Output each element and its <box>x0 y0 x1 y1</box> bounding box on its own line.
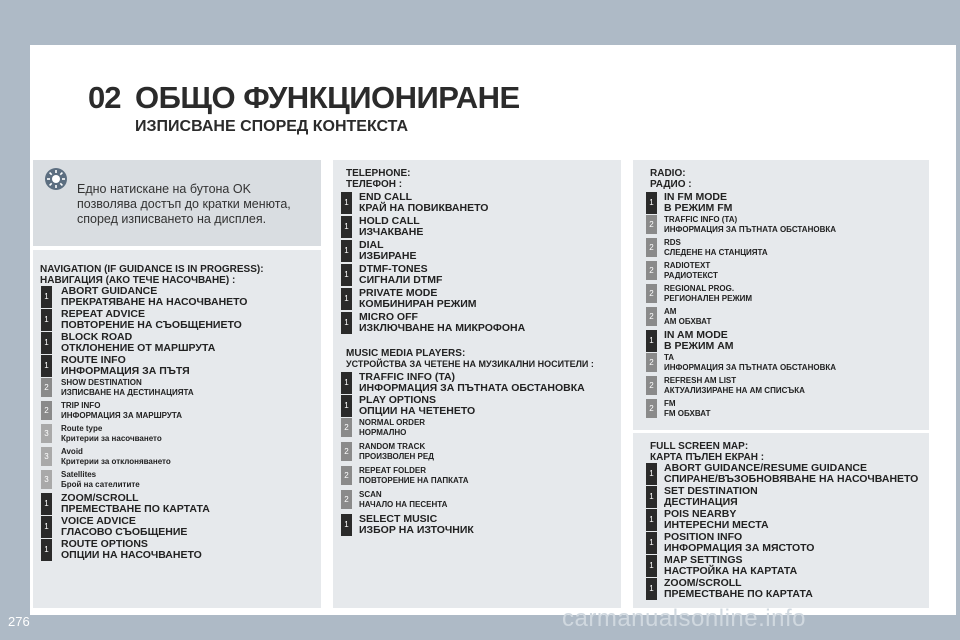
menu-item-label-bg: ДЕСТИНАЦИЯ <box>664 496 738 508</box>
menu-item-label-en: MAP SETTINGS <box>664 554 743 566</box>
music-menu-item <box>341 514 474 536</box>
level-1-badge: 1 <box>341 192 352 214</box>
level-1-badge: 1 <box>341 372 352 394</box>
menu-item-label-bg: РЕГИОНАЛЕН РЕЖИМ <box>664 294 753 303</box>
navigation-menu-item <box>41 447 171 467</box>
menu-item-label-en: RADIOTEXT <box>664 261 711 270</box>
menu-item-label-en: Route type <box>61 424 103 433</box>
level-1-badge: 1 <box>646 555 657 577</box>
menu-item-label-en: SCAN <box>359 490 382 499</box>
menu-item-label-en: TRAFFIC INFO (TA) <box>359 371 456 383</box>
telephone-panel <box>333 160 621 340</box>
level-1-badge: 1 <box>646 486 657 508</box>
telephone-heading-bg: ТЕЛЕФОН : <box>346 179 403 190</box>
menu-item-label-en: SET DESTINATION <box>664 485 758 497</box>
menu-item-label-bg: ПОВТОРЕНИЕ НА СЪОБЩЕНИЕТО <box>61 319 242 331</box>
level-2-badge: 2 <box>646 399 657 418</box>
menu-item-label-en: ZOOM/SCROLL <box>664 577 742 589</box>
telephone-menu-item <box>341 264 442 286</box>
menu-item-label-en: POSITION INFO <box>664 531 743 543</box>
level-2-badge: 2 <box>341 418 352 437</box>
music-menu-item <box>341 442 434 462</box>
fullscreen-heading-en: FULL SCREEN MAP: <box>650 441 749 452</box>
navigation-menu-item <box>41 378 194 398</box>
chapter-title: ОБЩО ФУНКЦИОНИРАНЕ <box>135 80 520 115</box>
radio-panel <box>633 160 929 430</box>
menu-item-label-en: ZOOM/SCROLL <box>61 492 139 504</box>
menu-item-label-bg: ИНФОРМАЦИЯ ЗА ПЪТНАТА ОБСТАНОВКА <box>359 382 585 394</box>
radio-menu-item <box>646 215 836 235</box>
page-number: 276 <box>8 614 30 629</box>
tip-icon <box>45 168 67 190</box>
level-1-badge: 1 <box>646 509 657 531</box>
level-2-badge: 2 <box>41 401 52 420</box>
menu-item-label-bg: СИГНАЛИ DTMF <box>359 274 443 286</box>
menu-item-label-en: PLAY OPTIONS <box>359 394 437 406</box>
menu-item-label-en: REGIONAL PROG. <box>664 284 735 293</box>
navigation-menu-item <box>41 286 247 308</box>
level-1-badge: 1 <box>41 539 52 561</box>
menu-item-label-en: DIAL <box>359 239 384 251</box>
radio-menu-item <box>646 238 768 258</box>
navigation-menu-item <box>41 332 215 354</box>
fullscreen-menu-item <box>646 463 918 485</box>
menu-item-label-bg: НОРМАЛНО <box>359 428 407 437</box>
menu-item-label-en: RDS <box>664 238 681 247</box>
menu-item-label-bg: ИНФОРМАЦИЯ ЗА ПЪТНАТА ОБСТАНОВКА <box>664 225 837 234</box>
navigation-panel <box>33 250 321 608</box>
radio-heading-en: RADIO: <box>650 168 686 179</box>
navigation-menu-item <box>41 470 140 490</box>
level-1-badge: 1 <box>341 514 352 536</box>
menu-item-label-en: SELECT MUSIC <box>359 513 438 525</box>
music-heading-bg: УСТРОЙСТВА ЗА ЧЕТЕНЕ НА МУЗИКАЛНИ НОСИТЕЛИ : <box>346 359 594 369</box>
menu-item-label-bg: ИЗКЛЮЧВАНЕ НА МИКРОФОНА <box>359 322 526 334</box>
level-2-badge: 2 <box>341 490 352 509</box>
menu-item-label-en: TRIP INFO <box>61 401 101 410</box>
level-2-badge: 2 <box>646 353 657 372</box>
menu-item-label-en: ROUTE INFO <box>61 354 126 366</box>
menu-item-label-bg: В РЕЖИМ AM <box>664 340 734 352</box>
level-2-badge: 2 <box>41 378 52 397</box>
level-2-badge: 2 <box>646 215 657 234</box>
menu-item-label-en: Satellites <box>61 470 97 479</box>
navigation-menu-item <box>41 401 182 421</box>
intro-text: Едно натискане на бутона OK позволява достъп до кратки менюта, според изписването на дисплея. <box>77 182 291 226</box>
navigation-menu-item <box>41 424 162 444</box>
level-1-badge: 1 <box>41 332 52 354</box>
menu-item-label-en: RANDOM TRACK <box>359 442 426 451</box>
fullscreen-heading-bg: КАРТА ПЪЛЕН ЕКРАН : <box>650 452 765 463</box>
music-menu-item <box>341 418 425 438</box>
menu-item-label-bg: Критерии за отклоняването <box>61 457 171 466</box>
telephone-menu-item <box>341 312 525 334</box>
level-1-badge: 1 <box>41 516 52 538</box>
radio-menu-item <box>646 330 734 352</box>
menu-item-label-bg: СЛЕДЕНЕ НА СТАНЦИЯТА <box>664 248 768 257</box>
menu-item-label-bg: КОМБИНИРАН РЕЖИМ <box>359 298 477 310</box>
menu-item-label-en: AM <box>664 307 677 316</box>
menu-item-label-bg: ПРЕМЕСТВАНЕ ПО КАРТАТА <box>61 503 210 515</box>
menu-item-label-bg: Брой на сателитите <box>61 480 140 489</box>
watermark: carmanualsonline.info <box>562 605 806 632</box>
level-1-badge: 1 <box>41 286 52 308</box>
telephone-heading-en: TELEPHONE: <box>346 168 411 179</box>
menu-item-label-bg: ПОВТОРЕНИЕ НА ПАПКАТА <box>359 476 469 485</box>
menu-item-label-en: END CALL <box>359 191 413 203</box>
level-3-badge: 3 <box>41 424 52 443</box>
telephone-menu-item <box>341 288 477 310</box>
radio-menu-item <box>646 399 711 419</box>
music-menu-item <box>341 395 475 417</box>
level-1-badge: 1 <box>41 355 52 377</box>
menu-item-label-en: HOLD CALL <box>359 215 420 227</box>
fullscreen-menu-item <box>646 509 769 531</box>
music-heading <box>346 348 594 370</box>
level-3-badge: 3 <box>41 470 52 489</box>
level-3-badge: 3 <box>41 447 52 466</box>
level-1-badge: 1 <box>646 463 657 485</box>
menu-item-label-en: SHOW DESTINATION <box>61 378 142 387</box>
menu-item-label-en: TA <box>664 353 675 362</box>
menu-item-label-en: DTMF-TONES <box>359 263 428 275</box>
menu-item-label-bg: ИНФОРМАЦИЯ ЗА МАРШРУТА <box>61 411 183 420</box>
fullscreen-menu-item <box>646 532 814 554</box>
menu-item-label-bg: ПРЕМЕСТВАНЕ ПО КАРТАТА <box>664 588 813 600</box>
radio-menu-item <box>646 353 836 373</box>
navigation-menu-item <box>41 355 190 377</box>
fullscreen-menu-item <box>646 555 797 577</box>
menu-item-label-bg: ОПЦИИ НА НАСОЧВАНЕТО <box>61 549 202 561</box>
level-1-badge: 1 <box>646 330 657 352</box>
level-1-badge: 1 <box>646 578 657 600</box>
level-2-badge: 2 <box>341 466 352 485</box>
radio-heading <box>650 168 692 190</box>
menu-item-label-en: POIS NEARBY <box>664 508 737 520</box>
radio-menu-item <box>646 192 732 214</box>
navigation-menu-item <box>41 516 187 538</box>
radio-menu-item <box>646 376 805 396</box>
menu-item-label-en: REPEAT ADVICE <box>61 308 146 320</box>
menu-item-label-en: ABORT GUIDANCE <box>61 285 158 297</box>
radio-heading-bg: РАДИО : <box>650 179 692 190</box>
level-1-badge: 1 <box>341 395 352 417</box>
music-heading-en: MUSIC MEDIA PLAYERS: <box>346 348 466 359</box>
menu-item-label-bg: FM ОБХВАТ <box>664 409 711 418</box>
level-1-badge: 1 <box>341 240 352 262</box>
navigation-menu-item <box>41 309 242 331</box>
chapter-number: 02 <box>88 80 121 115</box>
level-2-badge: 2 <box>646 238 657 257</box>
fullscreen-heading <box>650 441 764 463</box>
menu-item-label-bg: ИНФОРМАЦИЯ ЗА ПЪТЯ <box>61 365 190 377</box>
navigation-heading <box>40 264 264 286</box>
chapter-subtitle: ИЗПИСВАНЕ СПОРЕД КОНТЕКСТА <box>135 118 408 135</box>
navigation-heading-bg: НАВИГАЦИЯ (АКО ТЕЧЕ НАСОЧВАНЕ) : <box>40 275 236 286</box>
navigation-menu-item <box>41 493 210 515</box>
menu-item-label-bg: ОТКЛОНЕНИЕ ОТ МАРШРУТА <box>61 342 216 354</box>
menu-item-label-bg: ПРЕКРАТЯВАНЕ НА НАСОЧВАНЕТО <box>61 296 248 308</box>
level-1-badge: 1 <box>41 309 52 331</box>
music-menu-item <box>341 466 468 486</box>
menu-item-label-en: FM <box>664 399 676 408</box>
menu-item-label-bg: ПРОИЗВОЛЕН РЕД <box>359 452 434 461</box>
menu-item-label-en: IN AM MODE <box>664 329 728 341</box>
menu-item-label-bg: ИЗБОР НА ИЗТОЧНИК <box>359 524 474 536</box>
menu-item-label-en: Avoid <box>61 447 83 456</box>
menu-item-label-en: REPEAT FOLDER <box>359 466 426 475</box>
level-1-badge: 1 <box>646 192 657 214</box>
menu-item-label-en: REFRESH AM LIST <box>664 376 737 385</box>
menu-item-label-en: ROUTE OPTIONS <box>61 538 148 550</box>
menu-item-label-en: VOICE ADVICE <box>61 515 136 527</box>
menu-item-label-bg: РАДИОТЕКСТ <box>664 271 718 280</box>
level-1-badge: 1 <box>646 532 657 554</box>
menu-item-label-bg: ИНФОРМАЦИЯ ЗА МЯСТОТО <box>664 542 815 554</box>
menu-item-label-bg: СПИРАНЕ/ВЪЗОБНОВЯВАНЕ НА НАСОЧВАНЕТО <box>664 473 919 485</box>
level-1-badge: 1 <box>341 264 352 286</box>
navigation-menu-item <box>41 539 202 561</box>
menu-item-label-bg: ИЗПИСВАНЕ НА ДЕСТИНАЦИЯТА <box>61 388 194 397</box>
telephone-heading <box>346 168 410 190</box>
menu-item-label-bg: Критерии за насочването <box>61 434 162 443</box>
telephone-menu-item <box>341 240 416 262</box>
music-menu-item <box>341 372 585 394</box>
level-1-badge: 1 <box>41 493 52 515</box>
menu-item-label-bg: НАСТРОЙКА НА КАРТАТА <box>664 565 798 577</box>
fullscreen-map-panel <box>633 433 929 608</box>
menu-item-label-bg: ГЛАСОВО СЪОБЩЕНИЕ <box>61 526 188 538</box>
fullscreen-menu-item <box>646 578 813 600</box>
fullscreen-menu-item <box>646 486 758 508</box>
menu-item-label-bg: АКТУАЛИЗИРАНЕ НА AM СПИСЪКА <box>664 386 805 395</box>
menu-item-label-bg: AM ОБХВАТ <box>664 317 712 326</box>
menu-item-label-bg: ОПЦИИ НА ЧЕТЕНЕТО <box>359 405 476 417</box>
level-2-badge: 2 <box>646 376 657 395</box>
level-1-badge: 1 <box>341 312 352 334</box>
menu-item-label-en: PRIVATE MODE <box>359 287 438 299</box>
music-panel <box>333 340 621 608</box>
level-1-badge: 1 <box>341 288 352 310</box>
level-2-badge: 2 <box>646 261 657 280</box>
radio-menu-item <box>646 261 718 281</box>
music-menu-item <box>341 490 447 510</box>
radio-menu-item <box>646 307 711 327</box>
menu-item-label-bg: ИЗБИРАНЕ <box>359 250 417 262</box>
menu-item-label-bg: ИНТЕРЕСНИ МЕСТА <box>664 519 769 531</box>
menu-item-label-bg: КРАЙ НА ПОВИКВАНЕТО <box>359 202 489 214</box>
level-2-badge: 2 <box>341 442 352 461</box>
menu-item-label-bg: НАЧАЛО НА ПЕСЕНТА <box>359 500 448 509</box>
level-2-badge: 2 <box>646 307 657 326</box>
menu-item-label-en: NORMAL ORDER <box>359 418 426 427</box>
radio-menu-item <box>646 284 752 304</box>
menu-item-label-bg: ИЗЧАКВАНЕ <box>359 226 424 238</box>
level-2-badge: 2 <box>646 284 657 303</box>
menu-item-label-en: MICRO OFF <box>359 311 418 323</box>
menu-item-label-en: TRAFFIC INFO (TA) <box>664 215 738 224</box>
menu-item-label-en: BLOCK ROAD <box>61 331 133 343</box>
level-1-badge: 1 <box>341 216 352 238</box>
menu-item-label-en: IN FM MODE <box>664 191 727 203</box>
navigation-heading-en: NAVIGATION (IF GUIDANCE IS IN PROGRESS): <box>40 264 264 275</box>
intro-panel <box>33 160 321 246</box>
menu-item-label-en: ABORT GUIDANCE/RESUME GUIDANCE <box>664 462 868 474</box>
telephone-menu-item <box>341 192 488 214</box>
menu-item-label-bg: В РЕЖИМ FM <box>664 202 733 214</box>
menu-item-label-bg: ИНФОРМАЦИЯ ЗА ПЪТНАТА ОБСТАНОВКА <box>664 363 837 372</box>
telephone-menu-item <box>341 216 423 238</box>
